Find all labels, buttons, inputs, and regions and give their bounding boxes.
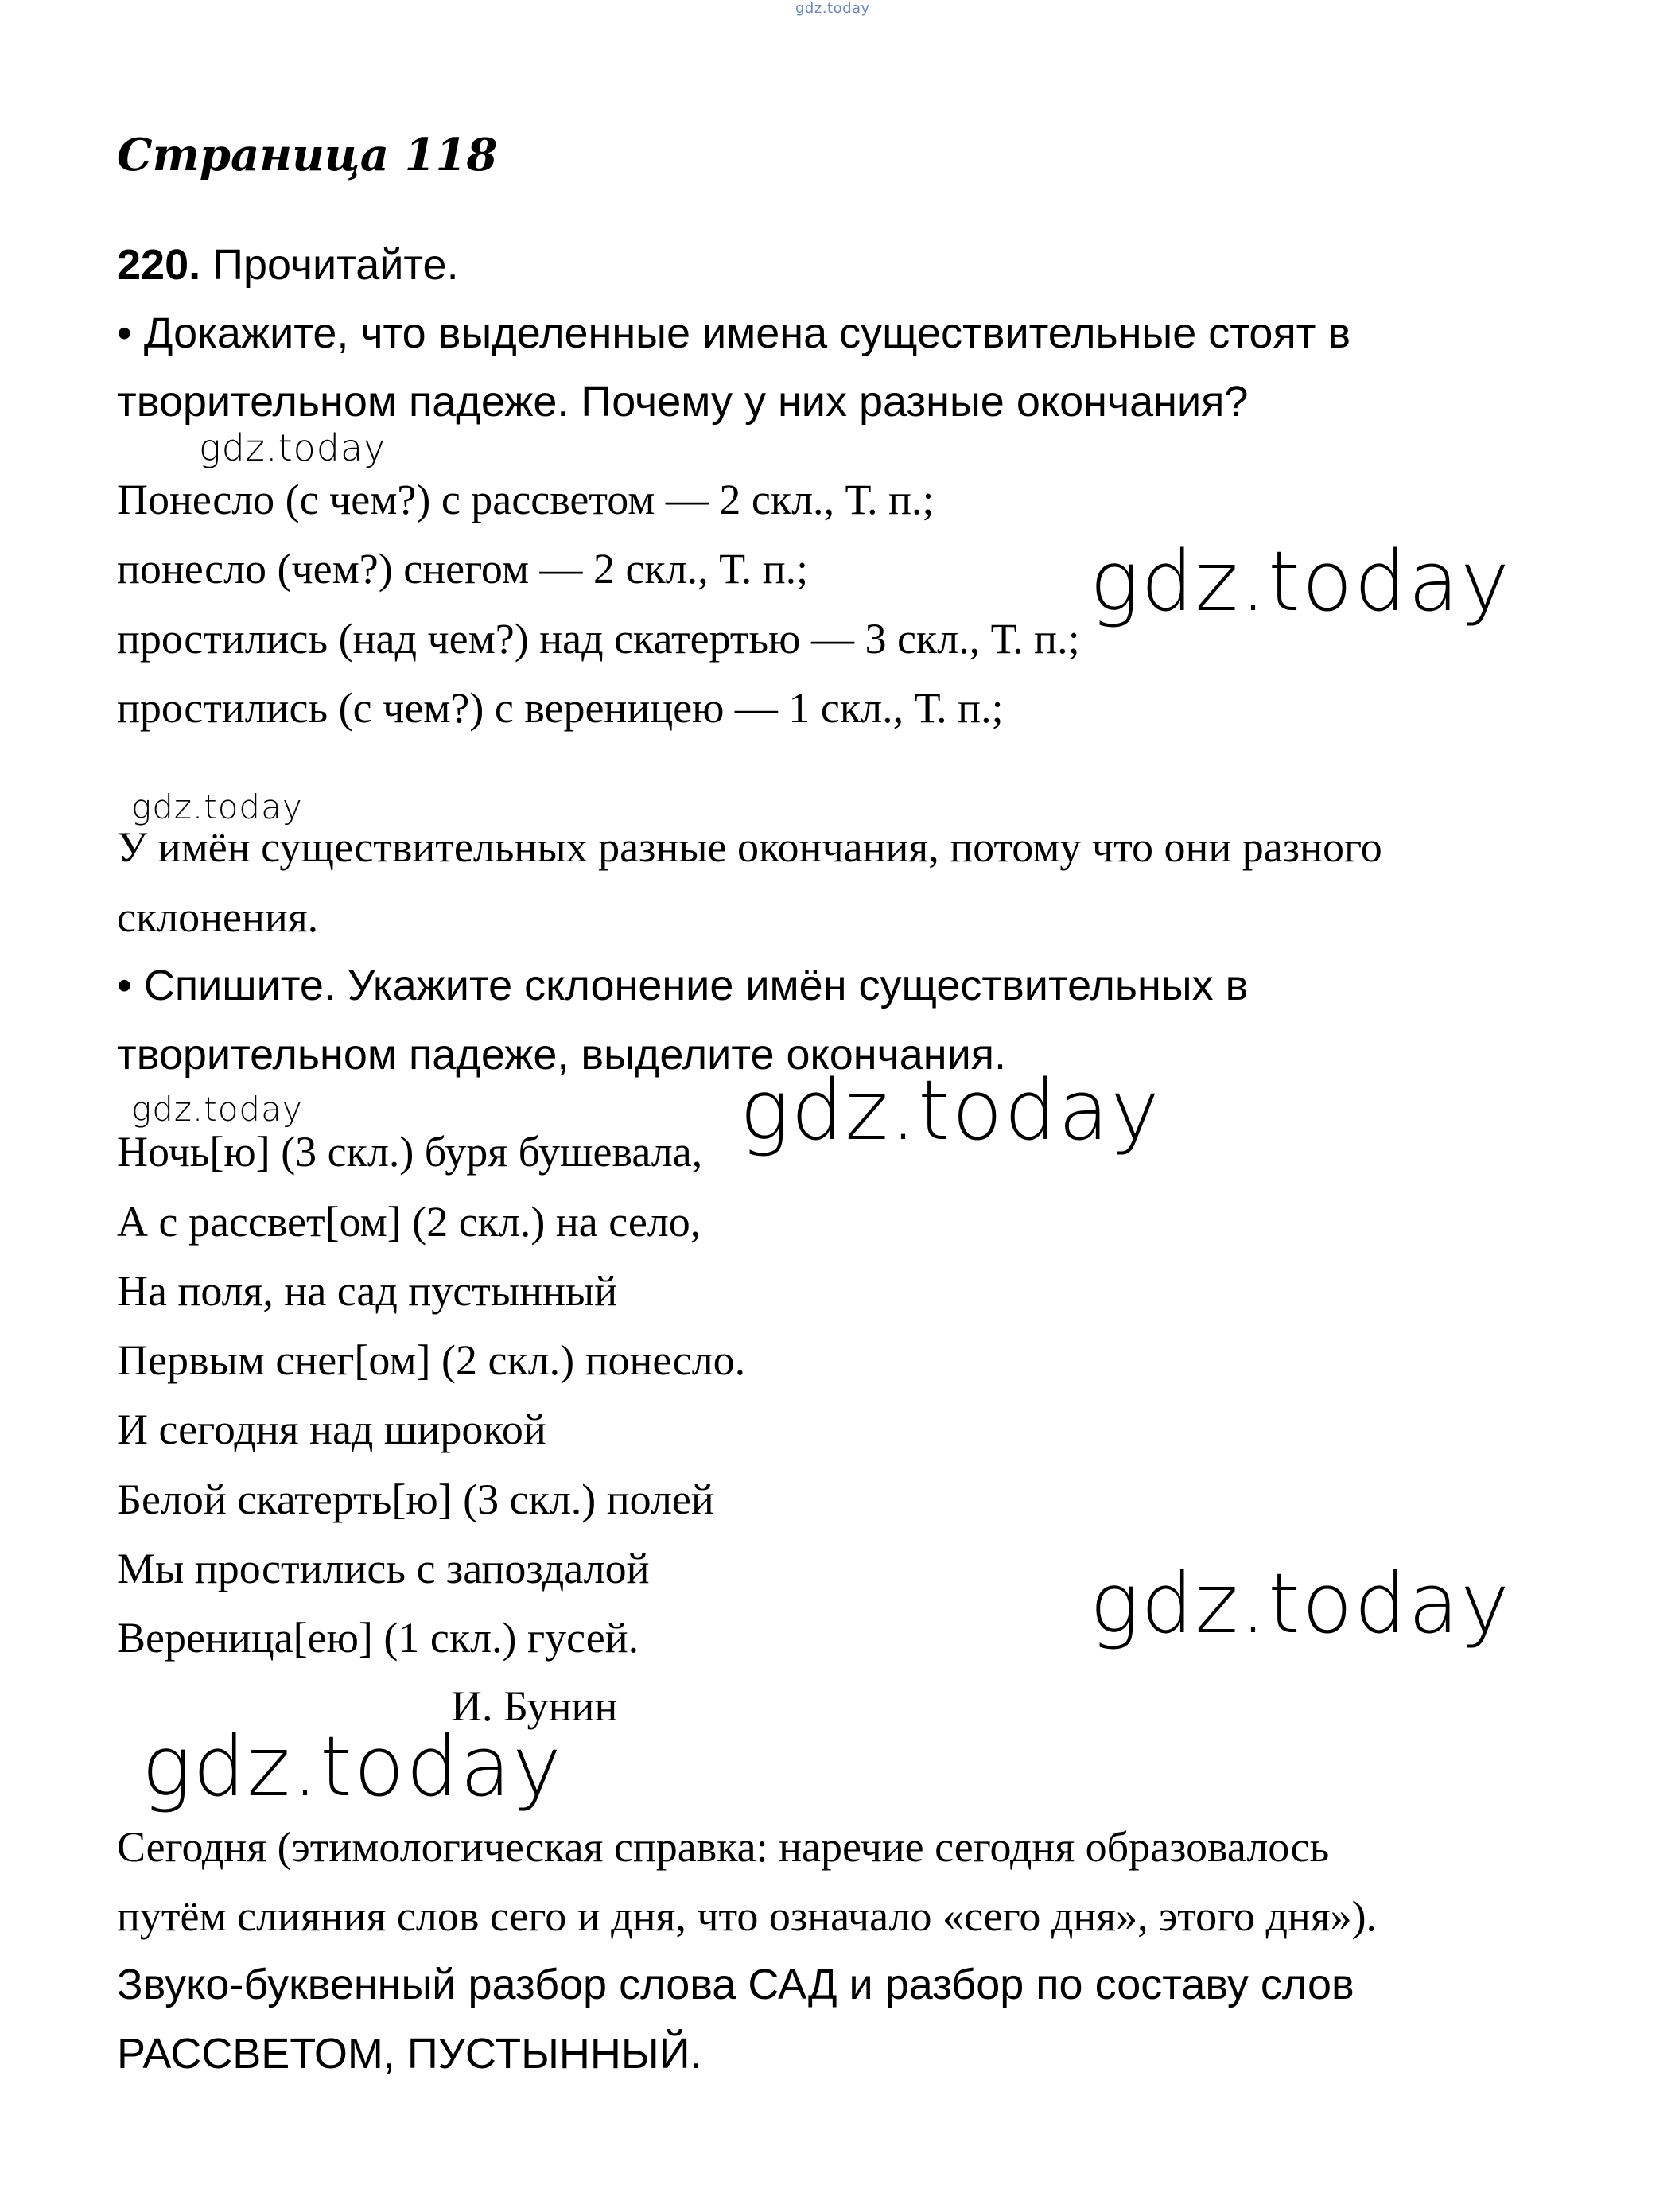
answer-line: простились (с чем?) с вереницею — 1 скл., Т. п.; bbox=[117, 684, 1004, 732]
etymology-line: Сегодня (этимологическая справка: наречие сегодня образовалось bbox=[117, 1823, 1330, 1871]
poem-line: А с рассвет[ом] (2 скл.) на село, bbox=[117, 1198, 701, 1246]
question-1-line-2: творительном падеже. Почему у них разные окончания? bbox=[117, 378, 1249, 426]
poem-line: Ночь[ю] (3 скл.) буря бушевала, bbox=[117, 1128, 703, 1176]
task-number: 220. bbox=[117, 241, 201, 289]
watermark-top: gdz.today bbox=[795, 0, 870, 17]
watermark: gdz.today bbox=[1090, 533, 1511, 630]
poem-line: Первым снег[ом] (2 скл.) понесло. bbox=[117, 1336, 746, 1384]
watermark: gdz.today bbox=[131, 1090, 303, 1129]
poem-line: Белой скатерть[ю] (3 скл.) полей bbox=[117, 1475, 714, 1523]
watermark: gdz.today bbox=[142, 1718, 563, 1815]
poem-line: Мы простились с запоздалой bbox=[117, 1545, 650, 1592]
answer-line: понесло (чем?) снегом — 2 скл., Т. п.; bbox=[117, 545, 809, 593]
answer-line: Понесло (с чем?) с рассветом — 2 скл., Т. п.; bbox=[117, 476, 935, 523]
question-2-line-2: творительном падеже, выделите окончания. bbox=[117, 1031, 1006, 1079]
watermark: gdz.today bbox=[1090, 1555, 1511, 1652]
poem-line: И сегодня над широкой bbox=[117, 1405, 546, 1453]
watermark: gdz.today bbox=[131, 787, 303, 826]
poem-author: И. Бунин bbox=[451, 1682, 618, 1730]
task-heading bbox=[117, 231, 459, 299]
watermark: gdz.today bbox=[199, 426, 387, 469]
poem-line: Вереница[ею] (1 скл.) гусей. bbox=[117, 1614, 639, 1662]
question-2-line-1: • Спишите. Укажите склонение имён существительных в bbox=[117, 962, 1249, 1009]
explanation-line: склонения. bbox=[117, 893, 319, 941]
explanation-line: У имён существительных разные окончания, потому что они разного bbox=[117, 823, 1382, 871]
etymology-line: путём слияния слов сего и дня, что означало «сего дня», этого дня»). bbox=[117, 1892, 1378, 1940]
final-task-line: РАССВЕТОМ, ПУСТЫННЫЙ. bbox=[117, 2030, 702, 2078]
answer-line: простились (над чем?) над скатертью — 3 скл., Т. п.; bbox=[117, 615, 1080, 663]
poem-line: На поля, на сад пустынный bbox=[117, 1267, 618, 1315]
page-title: Страница 118 bbox=[117, 129, 498, 181]
question-1-line-1: • Докажите, что выделенные имена существительные стоят в bbox=[117, 309, 1351, 357]
watermark: gdz.today bbox=[740, 1062, 1161, 1159]
final-task-line: Звуко-буквенный разбор слова САД и разбор по составу слов bbox=[117, 1961, 1354, 2008]
task-instruction: Прочитайте. bbox=[212, 241, 459, 289]
